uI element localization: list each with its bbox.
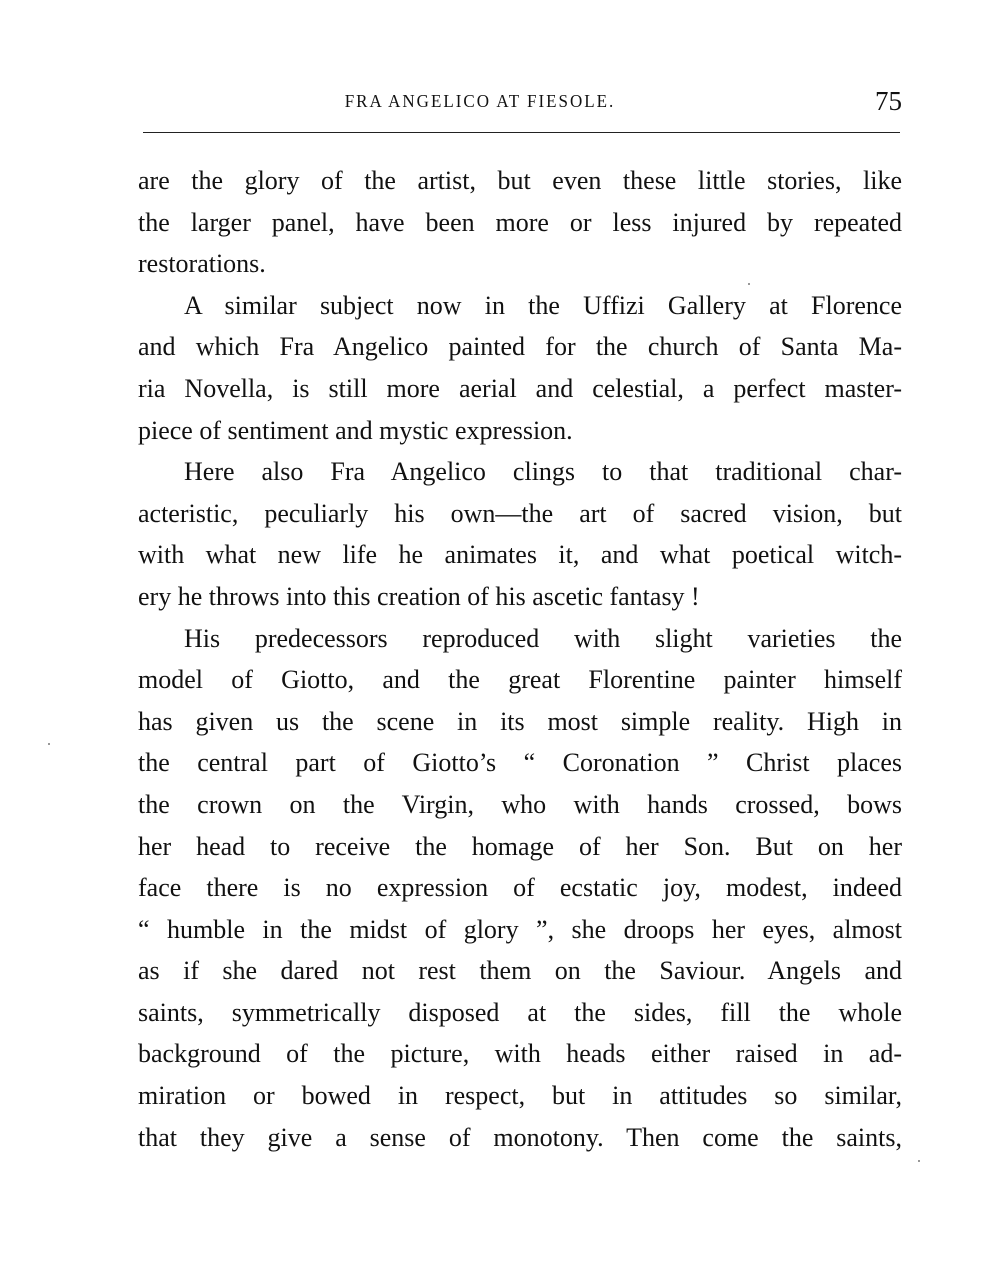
header-rule [143,132,900,133]
text-line: miration or bowed in respect, but in attitudes so similar, [138,1081,902,1111]
text-line: her head to receive the homage of her Son. But on her [138,831,902,861]
text-line: the crown on the Virgin, who with hands crossed, bows [138,789,902,819]
text-line: background of the picture, with heads either raised in ad- [138,1039,902,1069]
text-line: that they give a sense of monotony. Then come the saints, [138,1122,902,1152]
text-line: restorations. [138,249,266,279]
text-line: ria Novella, is still more aerial and celestial, a perfect master- [138,373,902,403]
text-line: with what new life he animates it, and what poetical witch- [138,540,902,570]
text-line: piece of sentiment and mystic expression. [138,415,573,445]
text-line: has given us the scene in its most simple reality. High in [138,706,902,736]
text-line: ery he throws into this creation of his ascetic fantasy ! [138,581,700,611]
text-line: and which Fra Angelico painted for the church of Santa Ma- [138,332,902,362]
text-line: as if she dared not rest them on the Saviour. Angels and [138,956,902,986]
text-line: the central part of Giotto’s “ Coronation ” Christ places [138,748,902,778]
text-line: “ humble in the midst of glory ”, she droops her eyes, almost [138,914,902,944]
text-line: acteristic, peculiarly his own—the art of sacred vision, but [138,498,902,528]
running-title: FRA ANGELICO AT FIESOLE. [344,91,616,112]
page-number: 75 [875,86,902,116]
text-line: saints, symmetrically disposed at the sides, fill the whole [138,997,902,1027]
body-text [138,160,902,1158]
text-line: His predecessors reproduced with slight varieties the [184,623,902,653]
text-line: model of Giotto, and the great Florentine painter himself [138,665,902,695]
scan-speck [748,283,750,285]
text-line: face there is no expression of ecstatic joy, modest, indeed [138,873,902,903]
text-line: the larger panel, have been more or less injured by repeated [138,207,902,237]
running-head [140,88,902,128]
scan-speck [48,743,50,745]
text-line: are the glory of the artist, but even these little stories, like [138,166,902,195]
text-line: Here also Fra Angelico clings to that traditional char- [184,457,902,487]
scan-speck [918,1160,920,1162]
text-line: A similar subject now in the Uffizi Gallery at Florence [184,290,902,320]
